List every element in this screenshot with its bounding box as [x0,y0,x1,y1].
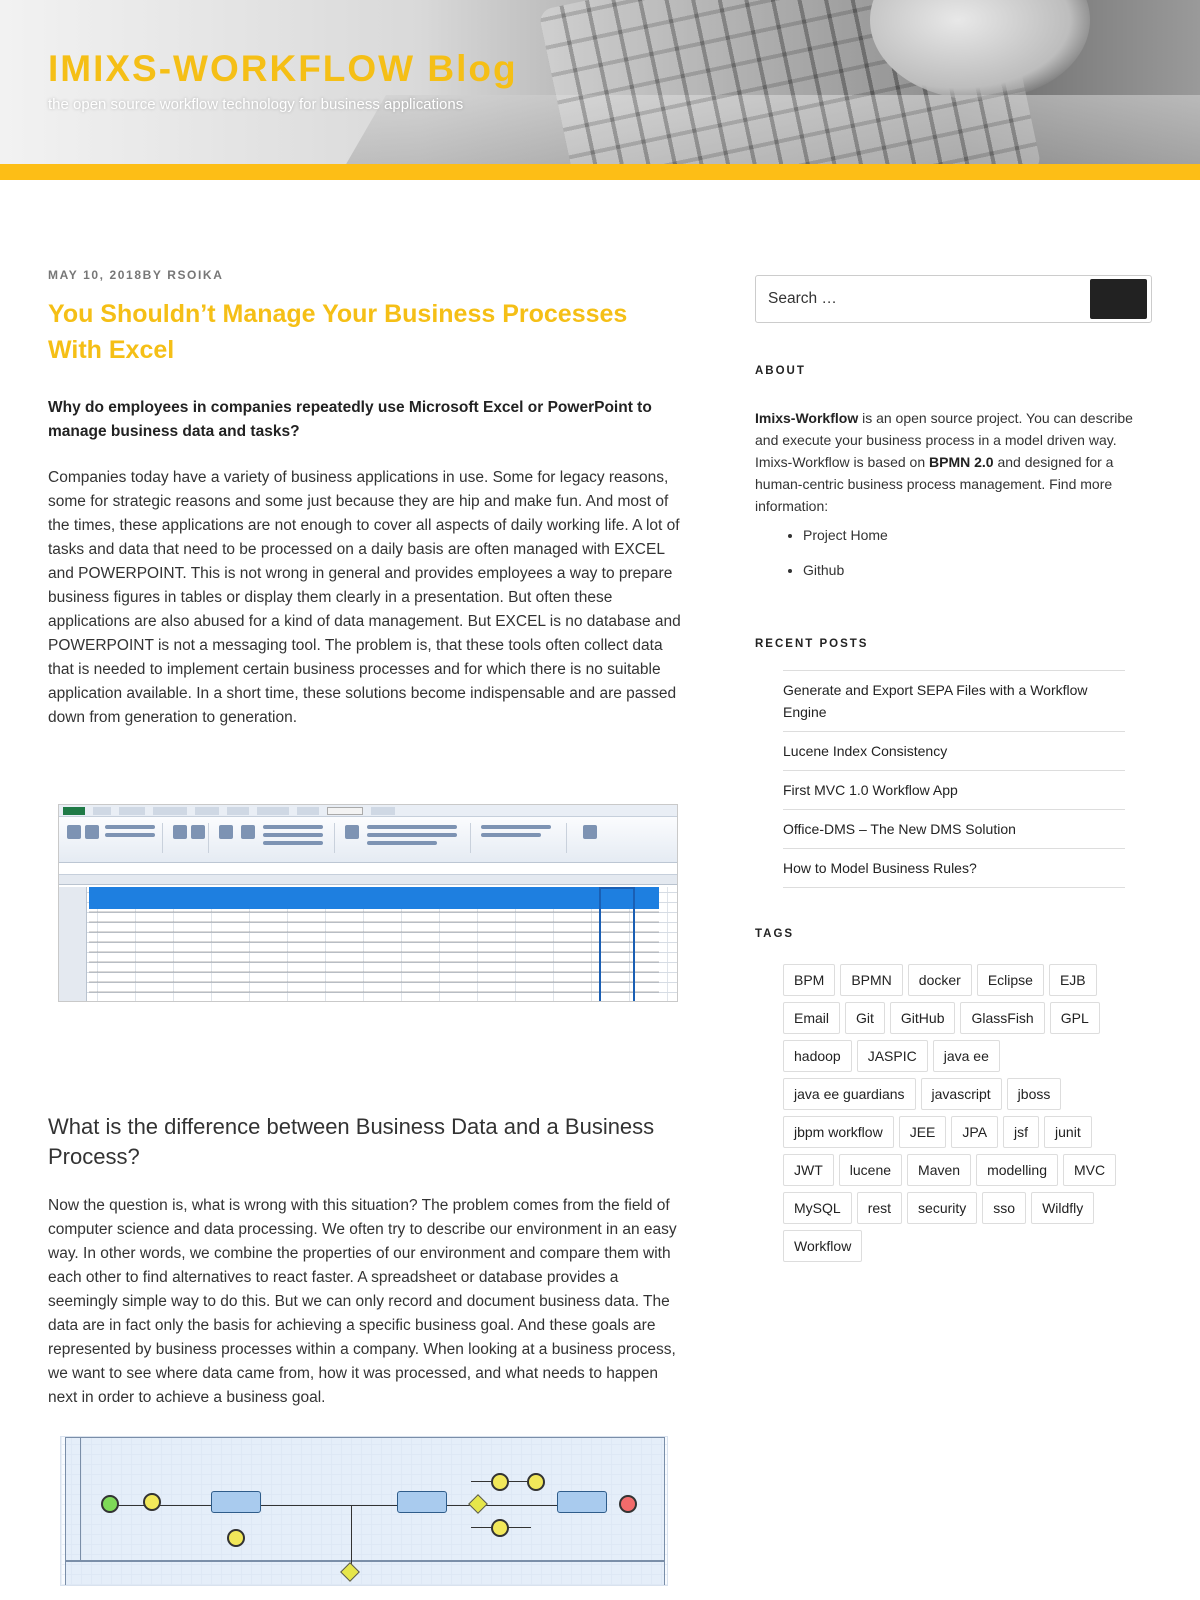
tag-link[interactable]: GPL [1050,1002,1100,1034]
bpmn-sequence-flow [117,1505,587,1506]
tag-link[interactable]: EJB [1049,964,1097,996]
bpmn-intermediate-event-icon [227,1529,245,1547]
excel-grid [59,887,678,1002]
tag-link[interactable]: BPM [783,964,835,996]
tag-link[interactable]: JEE [899,1116,947,1148]
post-paragraph: Now the question is, what is wrong with this situation? The problem comes from the field of computer science and data processing. We often try to describe our environment in an easy way. In other words, we combine the properties of our environment and compare them with each other to find alternatives to react faster. A spreadsheet or database provides a seemingly simple way to do this. But we can only record and document business data. The data are in fact only the basis for achieving a specific business goal. And these goals are represented by business processes within a company. When looking at a business process, we want to see where data came from, how it was processed, and what needs to happen next in order to achieve a business goal. [48,1197,677,1406]
recent-post-link[interactable]: Office-DMS – The New DMS Solution [783,810,1125,849]
post-article [48,268,688,1586]
about-brand: Imixs-Workflow [755,410,859,426]
tag-link[interactable]: Maven [907,1154,971,1186]
tag-link[interactable]: Eclipse [977,964,1044,996]
excel-formula-bar [59,863,677,875]
tag-link[interactable]: Email [783,1002,840,1034]
tag-link[interactable]: security [907,1192,977,1224]
recent-post-link[interactable]: Generate and Export SEPA Files with a Workflow Engine [783,671,1125,732]
recent-post-link[interactable]: How to Model Business Rules? [783,849,1125,888]
tag-link[interactable]: sso [982,1192,1026,1224]
bpmn-end-event-icon [619,1495,637,1513]
recent-post-link[interactable]: First MVC 1.0 Workflow App [783,771,1125,810]
about-text-part: and designed for a human-centric business process management. Find more information: [755,454,1114,514]
search-form [755,275,1152,323]
tag-link[interactable]: jsf [1003,1116,1039,1148]
tag-link[interactable]: lucene [839,1154,902,1186]
tag-link[interactable]: jboss [1007,1078,1062,1110]
site-title[interactable]: IMIXS-WORKFLOW Blog [48,48,518,89]
about-text-part: is an open source project. You can describe and execute your business process in a model driven way. Imixs-Workflow is based on [755,410,1133,470]
about-title: ABOUT [755,365,806,377]
search-input[interactable] [756,276,1086,322]
post-title[interactable]: You Shouldn’t Manage Your Business Processes With Excel [48,300,628,364]
recent-posts-title: RECENT POSTS [755,638,869,650]
bpmn-lane-label [65,1437,81,1561]
site-header [0,0,1200,164]
bpmn-sequence-flow [351,1505,352,1565]
bpmn-intermediate-event-icon [491,1473,509,1491]
tag-link[interactable]: docker [908,964,972,996]
sidebar [755,275,1152,1268]
bpmn-task [557,1491,607,1513]
post-lead: Why do employees in companies repeatedly use Microsoft Excel or PowerPoint to manage business data and tasks? [48,399,652,440]
post-author[interactable]: RSOIKA [167,268,224,282]
tag-link[interactable]: Wildfly [1031,1192,1094,1224]
tag-link[interactable]: Workflow [783,1230,862,1262]
bpmn-task [211,1491,261,1513]
about-link-github[interactable]: • Github [803,560,1152,580]
bpmn-start-event-icon [101,1495,119,1513]
tag-link[interactable]: GlassFish [960,1002,1044,1034]
about-bpmn: BPMN 2.0 [929,454,994,470]
entry-meta [48,268,688,282]
tag-link[interactable]: GitHub [890,1002,956,1034]
bpmn-intermediate-event-icon [527,1473,545,1491]
post-subheading: What is the difference between Business Data and a Business Process? [48,1114,655,1169]
tag-link[interactable]: rest [857,1192,902,1224]
tags-widget [755,928,1152,1268]
excel-screenshot-image [58,804,678,1002]
post-paragraph: Companies today have a variety of business applications in use. Some for legacy reasons, some for strategic reasons and some just because they are hip and make fun. And most of the times, these applications are not enough to cover all aspects of daily working life. A lot of tasks and data that need to be processed on a daily basis are often managed with EXCEL and POWERPOINT. This is not wrong in general and provides employees a way to prepare business figures in tables or display them clearly in a presentation. But often these applications are also abused for a kind of data management. But EXCEL is no database and POWERPOINT is not a messaging tool. The problem is, that these tools often collect data that is needed to implement certain business processes and for which there is no suitable application available. In a short time, these solutions become indispensable and are passed down from generation to generation. [48,469,681,726]
tag-link[interactable]: MVC [1063,1154,1116,1186]
tag-link[interactable]: java ee [933,1040,1000,1072]
tag-link[interactable]: jbpm workflow [783,1116,894,1148]
tag-link[interactable]: junit [1044,1116,1092,1148]
tag-cloud [783,964,1123,1268]
bpmn-task [397,1491,447,1513]
tag-link[interactable]: MySQL [783,1192,852,1224]
about-widget [755,365,1152,580]
main-content [48,268,688,1586]
tag-link[interactable]: JPA [951,1116,998,1148]
excel-ribbon [59,817,677,863]
excel-row-numbers [59,887,87,1002]
site-description: the open source workflow technology for business applications [48,96,464,113]
tag-link[interactable]: java ee guardians [783,1078,916,1110]
tag-link[interactable]: BPMN [840,964,902,996]
search-button[interactable] [1090,279,1147,319]
bpmn-intermediate-event-icon [143,1493,161,1511]
post-date[interactable]: MAY 10, 2018 [48,268,143,282]
header-accent-bar [0,164,1200,180]
bpmn-lane [65,1561,665,1586]
tags-title: TAGS [755,928,795,940]
excel-column-headers [59,875,677,885]
excel-data-rows [89,911,659,1002]
about-links [755,525,1152,580]
tag-link[interactable]: Git [845,1002,885,1034]
excel-header-row [89,887,659,909]
excel-ribbon-tabs [59,805,677,817]
bpmn-intermediate-event-icon [491,1519,509,1537]
about-link-project-home[interactable]: • Project Home [803,525,1152,545]
bpmn-diagram-image [60,1436,668,1586]
recent-post-link[interactable]: Lucene Index Consistency [783,732,1125,771]
recent-posts-list [783,670,1125,888]
post-by: BY [142,268,163,282]
tag-link[interactable]: JWT [783,1154,834,1186]
about-text [755,407,1152,517]
tag-link[interactable]: JASPIC [857,1040,928,1072]
recent-posts-widget [755,638,1152,888]
tag-link[interactable]: hadoop [783,1040,852,1072]
excel-selected-column [599,887,635,1002]
tag-link[interactable]: javascript [921,1078,1002,1110]
tag-link[interactable]: modelling [976,1154,1058,1186]
